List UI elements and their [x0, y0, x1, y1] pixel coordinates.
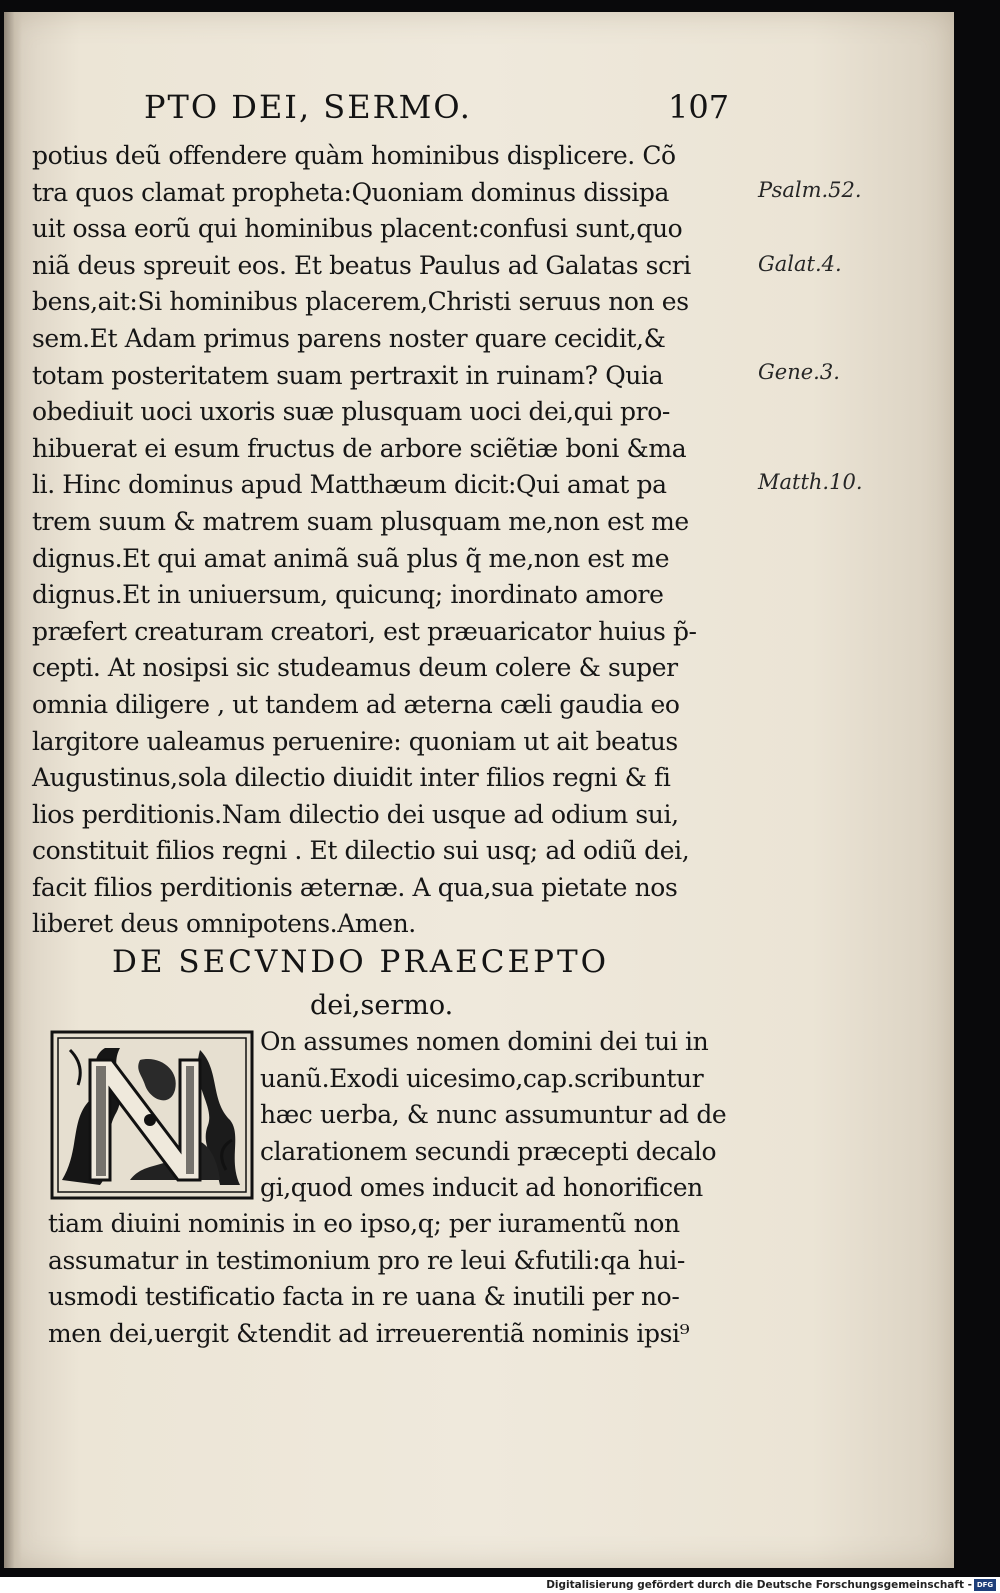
section-heading: DE SECVNDO PRAECEPTO [112, 944, 610, 980]
book-page [4, 12, 954, 1568]
text-line: hibuerat ei esum fructus de arbore sciẽtiæ boni &ma [32, 433, 687, 463]
text-line: niã deus spreuit eos. Et beatus Paulus ad Galatas scri [32, 250, 691, 280]
main-text-block [32, 138, 772, 943]
text-line: facit filios perditionis æternæ. A qua,sua pietate nos [32, 872, 678, 902]
text-line: tiam diuini nominis in eo ipso,q; per iuramentũ non [48, 1209, 680, 1238]
text-line: assumatur in testimonium pro re leui &futili:qa hui- [48, 1245, 685, 1275]
margin-note-gene: Gene.3. [758, 360, 840, 384]
text-line: obediuit uoci uxoris suæ plusquam uoci dei,qui pro- [32, 397, 670, 427]
text-line: uit ossa eorũ qui hominibus placent:confusi sunt,quo [32, 214, 683, 244]
page-gutter-edge [4, 12, 22, 1568]
text-line: totam posteritatem suam pertraxit in ruinam? Quia [32, 360, 664, 390]
text-line: bens,ait:Si hominibus placerem,Christi seruus non es [32, 287, 689, 317]
digitization-footer [0, 1577, 1000, 1593]
dfg-logo-icon: DFG [974, 1579, 996, 1591]
text-line: Augustinus,sola dilectio diuidit inter filios regni & fi [32, 763, 671, 793]
text-line: dignus.Et qui amat animã suã plus q̃ me,non est me [32, 543, 670, 573]
text-line: potius deũ offendere quàm hominibus displicere. Cõ [32, 141, 676, 170]
page-number: 107 [668, 88, 730, 126]
text-line: liberet deus omnipotens.Amen. [32, 909, 416, 939]
text-line: largitore ualeamus peruenire: quoniam ut ait beatus [32, 726, 678, 756]
text-beside-initial [260, 1024, 780, 1207]
running-head: PTO DEI, SERMO. [144, 88, 472, 126]
text-line: cepti. At nosipsi sic studeamus deum colere & super [32, 653, 678, 683]
decorated-initial-woodcut [50, 1030, 254, 1200]
text-line: trem suum & matrem suam plusquam me,non est me [32, 506, 689, 536]
funding-credit: Digitalisierung gefördert durch die Deutsche Forschungsgemeinschaft - [546, 1579, 972, 1591]
text-line: men dei,uergit &tendit ad irreuerentiã nominis ipsi⁹ [48, 1318, 690, 1348]
text-line: dignus.Et in uniuersum, quicunq; inordinato amore [32, 580, 664, 610]
text-line: tra quos clamat propheta:Quoniam dominus dissipa [32, 177, 669, 207]
text-line: constituit filios regni . Et dilectio sui usq; ad odiũ dei, [32, 836, 690, 866]
marginal-notes [758, 12, 888, 812]
text-line: clarationem secundi præcepti decalo [260, 1136, 717, 1166]
text-line: sem.Et Adam primus parens noster quare cecidit,& [32, 323, 666, 353]
text-line: li. Hinc dominus apud Matthæum dicit:Qui amat pa [32, 470, 667, 500]
text-line: On assumes nomen domini dei tui in [260, 1027, 709, 1056]
text-line: lios perditionis.Nam dilectio dei usque ad odium sui, [32, 799, 679, 829]
text-line: uanũ.Exodi uicesimo,cap.scribuntur [260, 1063, 704, 1093]
text-line: hæc uerba, & nunc assumuntur ad de [260, 1100, 727, 1130]
margin-note-matth: Matth.10. [758, 470, 863, 494]
margin-note-psalm: Psalm.52. [758, 178, 862, 202]
section-subheading: dei,sermo. [310, 990, 454, 1021]
text-below-initial [48, 1206, 778, 1352]
text-line: gi,quod omes inducit ad honorificen [260, 1173, 703, 1203]
text-line: præfert creaturam creatori, est præuaricator huius p̃- [32, 616, 697, 646]
text-line: omnia diligere , ut tandem ad æterna cæli gaudia eo [32, 689, 680, 719]
woodcut-initial-n-icon [50, 1030, 254, 1200]
text-line: usmodi testificatio facta in re uana & inutili per no- [48, 1282, 680, 1312]
margin-note-galat: Galat.4. [758, 252, 842, 276]
